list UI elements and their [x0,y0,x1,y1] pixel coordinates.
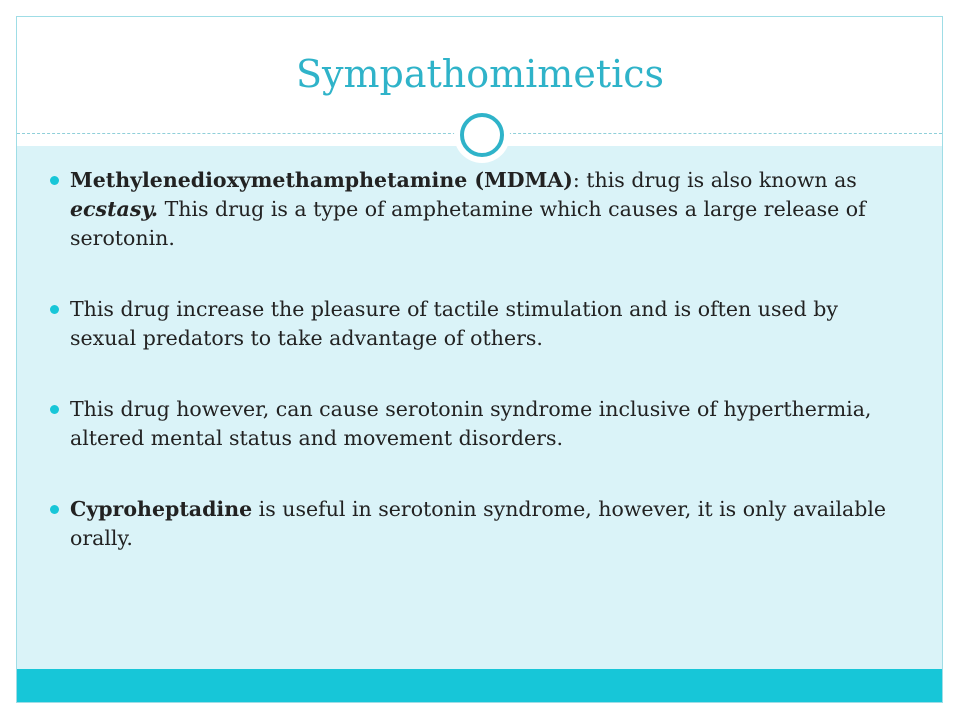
decorative-ring [454,107,510,163]
bullet-item-serotonin-syndrome [50,395,910,453]
slide-title: Sympathomimetics [295,52,665,96]
bullet-dot-icon [50,405,59,414]
bullet-dot-icon [50,305,59,314]
bullet-text: is useful in serotonin syndrome, however, it is only available orally. [70,497,887,550]
circle-icon [460,113,504,157]
bullet-dot-icon [50,176,59,185]
bullet-dot-icon [50,505,59,514]
bullet-item-cyproheptadine [50,495,910,553]
bullet-text: This drug increase the pleasure of tactile stimulation and is often used by sexual predators to take advantage of others. [70,297,838,350]
bottom-bar [17,669,942,702]
bullet-term: Cyproheptadine [70,497,253,521]
bullet-list [50,166,910,595]
bullet-text: This drug however, can cause serotonin syndrome inclusive of hyperthermia, altered mental status and movement disorders. [70,397,872,450]
bullet-emphasis: ecstasy. [70,197,159,221]
bullet-item-tactile [50,295,910,353]
bullet-text: This drug is a type of amphetamine which causes a large release of serotonin. [70,197,866,250]
bullet-item-mdma [50,166,910,253]
bullet-text: : this drug is also known as [572,168,857,192]
bullet-term: Methylenedioxymethamphetamine (MDMA) [70,168,573,192]
